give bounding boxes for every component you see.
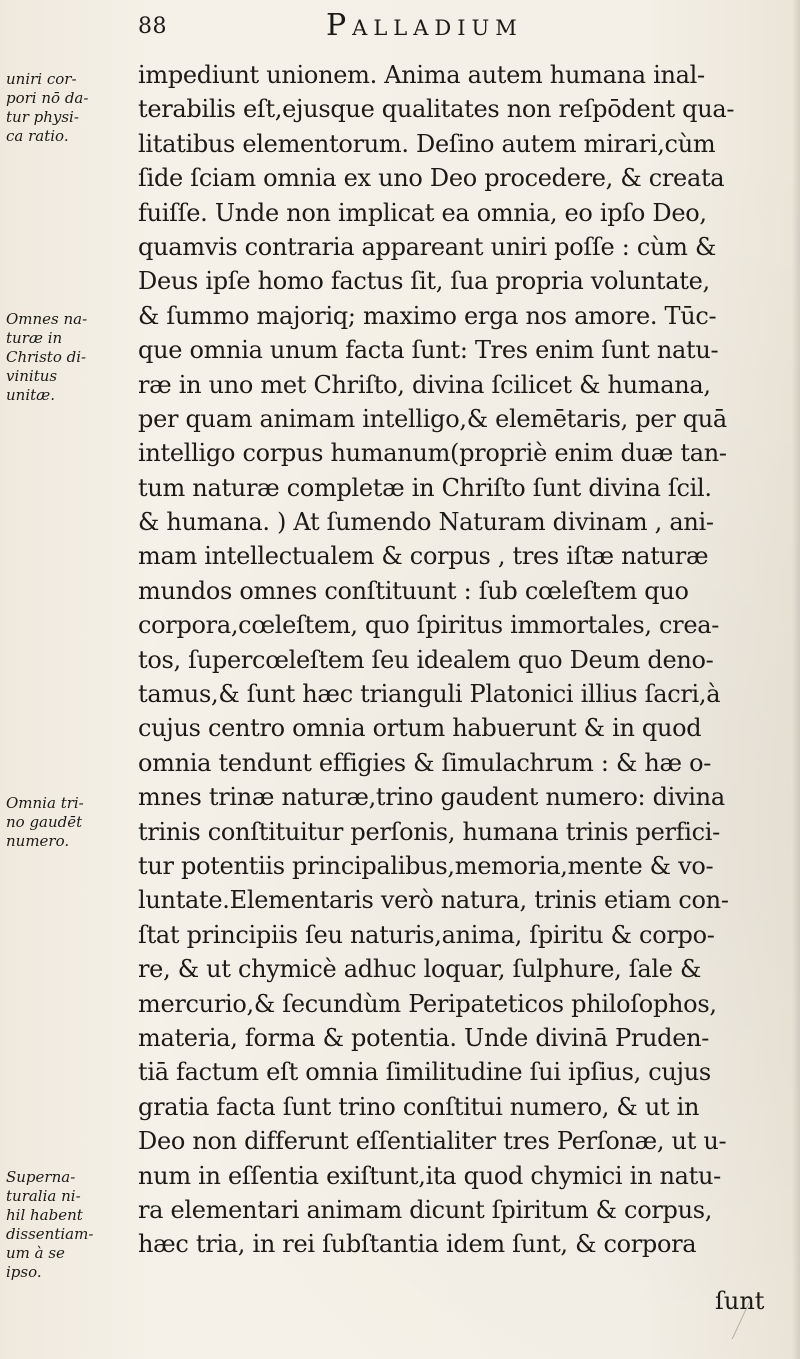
text-line: terabilis eſt,ejusque qualitates non reſpōdent qua- [138, 95, 735, 124]
text-line: ræ in uno met Chriſto, divina ſcilicet & humana, [138, 370, 711, 399]
margin-note-line: uniri cor- [6, 70, 77, 88]
margin-note-line: Omnes na- [6, 310, 88, 328]
margin-note-3 [6, 794, 130, 851]
text-line: impediunt unionem. Anima autem humana inal- [138, 61, 705, 89]
margin-note-line: hil habent [6, 1206, 83, 1224]
text-line: quamvis contraria appareant uniri poſſe : cùm & [138, 232, 717, 261]
margin-note-line: Christo di- [6, 348, 87, 366]
text-line: luntate.Elementaris verò natura, trinis etiam con- [138, 886, 729, 915]
margin-note-line: tur physi- [6, 108, 79, 126]
page-edge-shadow [792, 0, 800, 1359]
text-line: trinis conſtituitur perſonis, humana trinis perfici- [138, 817, 720, 846]
margin-note-line: vinitus [6, 367, 58, 385]
text-line: mercurio,& ſecundùm Peripateticos philoſophos, [138, 989, 717, 1018]
margin-note-line: unitæ. [6, 386, 56, 404]
text-line: & humana. ) At ſumendo Naturam divinam , ani- [138, 508, 714, 537]
text-line: ſide ſciam omnia ex uno Deo procedere, & creata [138, 164, 725, 193]
text-line: Deus ipſe homo factus ſit, ſua propria voluntate, [138, 267, 710, 296]
margin-note-line: turæ in [6, 329, 63, 347]
margin-note-line: pori nō da- [6, 89, 89, 107]
text-line: ra elementari animam dicunt ſpiritum & corpus, [138, 1195, 713, 1224]
margin-note-1 [6, 70, 130, 146]
text-line: materia, forma & potentia. Unde divinā Pruden- [138, 1023, 710, 1052]
text-line: corpora,cœleſtem, quo ſpiritus immortales, crea- [138, 611, 720, 640]
text-line: tiā factum eſt omnia ſimilitudine ſui ipſius, cujus [138, 1058, 711, 1087]
text-line: Deo non differunt eſſentialiter tres Perſonæ, ut u- [138, 1127, 727, 1156]
body-text [138, 58, 783, 1262]
text-line: gratia facta ſunt trino conſtitui numero, & ut in [138, 1092, 700, 1121]
page-number: 88 [138, 14, 167, 39]
text-line: & ſummo majoriq; maximo erga nos amore. Tūc- [138, 301, 717, 330]
running-head: Palladium [326, 8, 523, 43]
text-line: tos, ſupercœleſtem ſeu idealem quo Deum deno- [138, 645, 714, 674]
text-line: mundos omnes conſtituunt : ſub cœleſtem quo [138, 576, 689, 605]
text-line: re, & ut chymicè adhuc loquar, ſulphure, ſale & [138, 955, 702, 984]
page-header [138, 8, 778, 56]
margin-note-line: dissentiam- [6, 1225, 94, 1243]
text-line: tum naturæ completæ in Chriſto ſunt divina ſcil. [138, 473, 712, 502]
text-line: ſtat principiis ſeu naturis,anima, ſpiritu & corpo- [138, 920, 715, 949]
margin-note-line: numero. [6, 832, 70, 850]
margin-note-2 [6, 310, 130, 405]
text-line: hæc tria, in rei ſubſtantia idem ſunt, & corpora [138, 1230, 697, 1259]
margin-note-line: no gaudēt [6, 813, 83, 831]
margin-note-line: Superna- [6, 1168, 76, 1186]
text-line: tamus,& ſunt hæc trianguli Platonici illius ſacri,à [138, 680, 721, 709]
text-line: litatibus elementorum. Deſino autem mirari,cùm [138, 129, 716, 158]
catchword: ſunt [715, 1287, 765, 1315]
margin-note-line: Omnia tri- [6, 794, 84, 812]
margin-note-line: um à se [6, 1244, 65, 1262]
text-line: mam intellectualem & corpus , tres iſtæ naturæ [138, 542, 709, 571]
text-line: intelligo corpus humanum(propriè enim duæ tan- [138, 439, 727, 468]
text-line: que omnia unum facta ſunt: Tres enim ſunt natu- [138, 336, 719, 365]
text-line: fuiſſe. Unde non implicat ea omnia, eo ipſo Deo, [138, 198, 707, 227]
text-line: num in eſſentia exiſtunt,ita quod chymici in natu- [138, 1161, 721, 1190]
text-line: per quam animam intelligo,& elemētaris, per quā [138, 404, 727, 433]
margin-note-line: ca ratio. [6, 127, 69, 145]
text-line: mnes trinæ naturæ,trino gaudent numero: divina [138, 783, 725, 812]
margin-note-line: turalia ni- [6, 1187, 81, 1205]
text-line: omnia tendunt effigies & ſimulachrum : & hæ o- [138, 748, 712, 777]
margin-note-line: ipso. [6, 1263, 42, 1281]
margin-note-4 [6, 1168, 130, 1282]
text-line: tur potentiis principalibus,memoria,mente & vo- [138, 851, 714, 880]
text-line: cujus centro omnia ortum habuerunt & in quod [138, 714, 702, 743]
